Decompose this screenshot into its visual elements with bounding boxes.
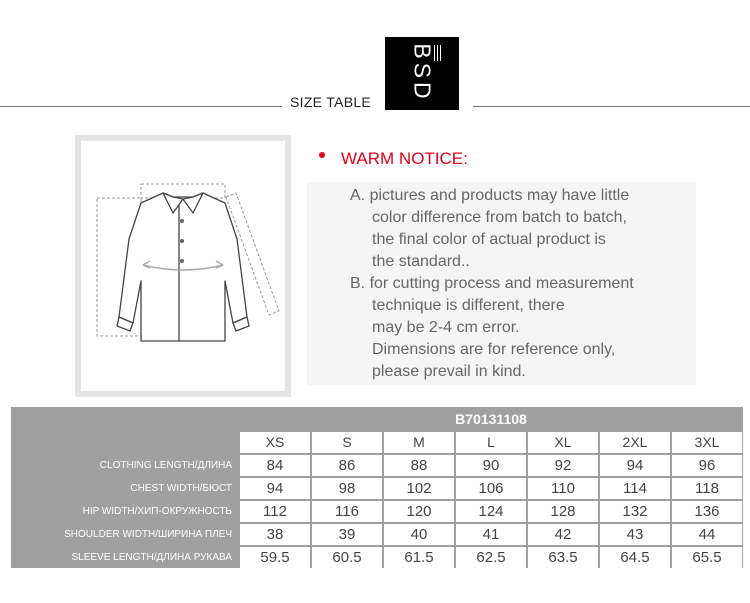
size-value-cell: 62.5 <box>456 547 526 568</box>
notice-line: color difference from batch to batch, <box>372 209 627 226</box>
notice-title: WARM NOTICE: <box>341 149 468 168</box>
size-header-cell: L <box>456 432 526 453</box>
notice-line: may be 2-4 cm error. <box>372 319 520 336</box>
logo-text: BSD <box>409 43 436 103</box>
size-value-cell: 120 <box>384 501 454 522</box>
shirt-illustration-frame <box>75 135 291 397</box>
size-value-cell: 61.5 <box>384 547 454 568</box>
notice-box <box>307 182 696 385</box>
brand-logo <box>385 37 459 110</box>
size-value-cell: 106 <box>456 478 526 499</box>
size-value-cell: 112 <box>240 501 310 522</box>
size-value-cell: 98 <box>312 478 382 499</box>
notice-line: please prevail in kind. <box>372 363 526 380</box>
row-label: SLEEVE LENGTH/ДЛИНА РУКАВА <box>71 552 232 563</box>
size-value-cell: 43 <box>600 524 670 545</box>
shirt-illustration <box>81 141 285 391</box>
size-value-cell: 118 <box>672 478 742 499</box>
size-value-cell: 59.5 <box>240 547 310 568</box>
size-header-cell: XS <box>240 432 310 453</box>
row-label: CLOTHING LENGTH/ДЛИНА <box>99 460 232 471</box>
size-value-cell: 42 <box>528 524 598 545</box>
size-value-cell: 132 <box>600 501 670 522</box>
header-rule-right <box>473 106 750 107</box>
size-value-cell: 96 <box>672 455 742 476</box>
size-value-cell: 124 <box>456 501 526 522</box>
shirt-diagram-icon <box>81 141 285 391</box>
row-label: CHEST WIDTH/БЮСТ <box>130 483 232 494</box>
size-value-cell: 60.5 <box>312 547 382 568</box>
size-value-cell: 102 <box>384 478 454 499</box>
size-value-cell: 88 <box>384 455 454 476</box>
size-value-cell: 94 <box>600 455 670 476</box>
notice-line: technique is different, there <box>372 297 565 314</box>
size-header-cell: XL <box>528 432 598 453</box>
size-value-cell: 114 <box>600 478 670 499</box>
size-value-cell: 44 <box>672 524 742 545</box>
size-header-cell: 3XL <box>672 432 742 453</box>
notice-line: B. for cutting process and measurement <box>350 275 634 292</box>
size-value-cell: 86 <box>312 455 382 476</box>
size-value-cell: 116 <box>312 501 382 522</box>
size-value-cell: 94 <box>240 478 310 499</box>
page-title: SIZE TABLE <box>290 94 372 110</box>
size-value-cell: 136 <box>672 501 742 522</box>
notice-line: the standard.. <box>372 253 470 270</box>
row-label: HIP WIDTH/ХИП-ОКРУЖНОСТЬ <box>82 506 232 517</box>
notice-line: A. pictures and products may have little <box>350 187 630 204</box>
size-header-cell: M <box>384 432 454 453</box>
product-code: B70131108 <box>240 409 742 430</box>
size-value-cell: 92 <box>528 455 598 476</box>
size-value-cell: 84 <box>240 455 310 476</box>
size-value-cell: 41 <box>456 524 526 545</box>
size-value-cell: 40 <box>384 524 454 545</box>
size-value-cell: 64.5 <box>600 547 670 568</box>
size-header-cell: 2XL <box>600 432 670 453</box>
size-value-cell: 128 <box>528 501 598 522</box>
notice-line: the final color of actual product is <box>372 231 606 248</box>
size-value-cell: 39 <box>312 524 382 545</box>
size-value-cell: 90 <box>456 455 526 476</box>
size-header-cell: S <box>312 432 382 453</box>
header-rule-left <box>0 106 282 107</box>
row-label: SHOULDER WIDTH/ШИРИНА ПЛЕЧ <box>64 529 232 540</box>
notice-bullet-icon <box>319 152 325 158</box>
size-value-cell: 63.5 <box>528 547 598 568</box>
size-value-cell: 110 <box>528 478 598 499</box>
notice-line: Dimensions are for reference only, <box>372 341 616 358</box>
size-value-cell: 38 <box>240 524 310 545</box>
size-value-cell: 65.5 <box>672 547 742 568</box>
